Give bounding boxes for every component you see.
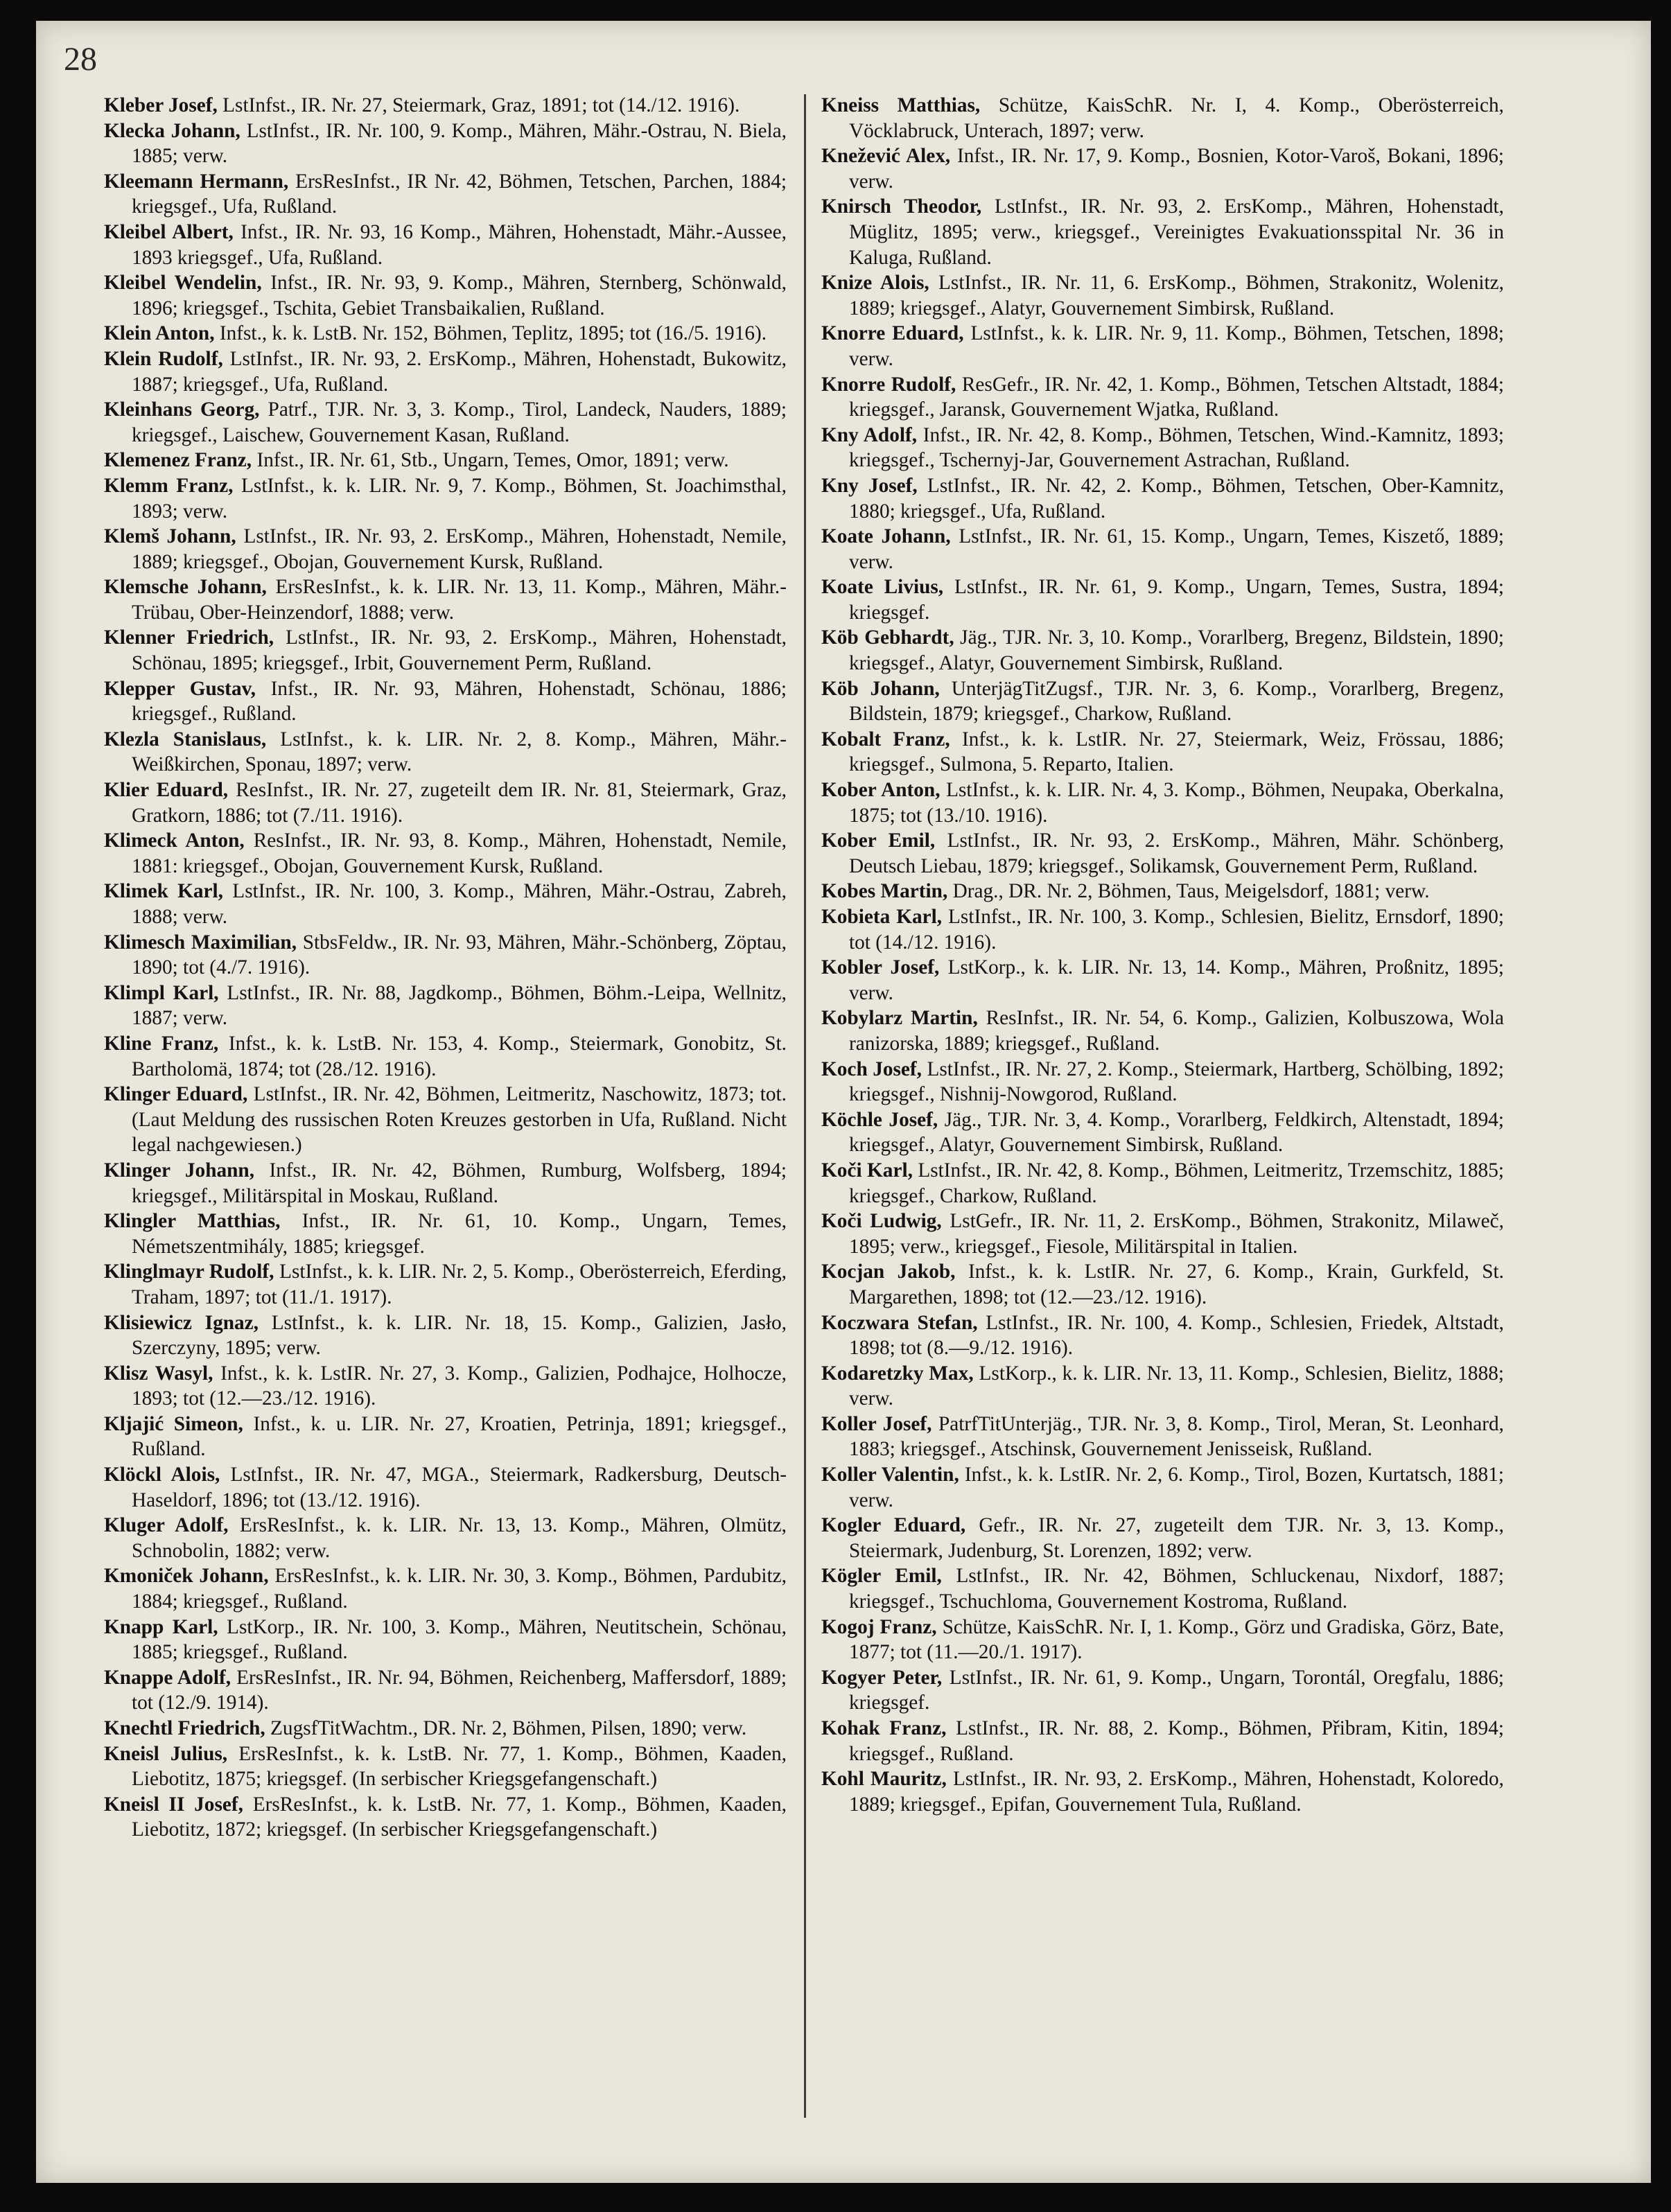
entry-name: Koate Livius, [821,576,944,599]
entry-details: LstInfst., IR. Nr. 100, 3. Komp., Schlesien, Bielitz, Ernsdorf, 1890; tot (14./12. 1916). [849,906,1504,954]
entry-name: Klimek Karl, [104,880,223,903]
list-entry [104,1462,787,1513]
list-entry [821,93,1504,143]
entry-name: Kleber Josef, [104,94,218,116]
entry-details: LstInfst., IR. Nr. 61, 9. Komp., Ungarn, Torontál, Oregfalu, 1886; kriegsgef. [849,1666,1504,1714]
list-entry [104,1082,787,1158]
entry-details: ErsResInfst., IR Nr. 42, Böhmen, Tetschen, Parchen, 1884; kriegsgef., Ufa, Rußland. [132,170,787,218]
entry-details: LstInfst., IR. Nr. 47, MGA., Steiermark, Radkersburg, Deutsch-Haseldorf, 1896; tot (13./12. 1916). [132,1464,787,1511]
entry-details: LstInfst., IR. Nr. 42, 2. Komp., Böhmen, Tetschen, Ober-Kamnitz, 1880; kriegsgef., Ufa, Rußland. [849,474,1505,523]
entry-name: Kogler Eduard, [821,1514,966,1537]
entry-details: LstInfst., IR. Nr. 42, Böhmen, Leitmeritz, Naschowitz, 1873; tot. (Laut Meldung des russischen Roten Kreuzes gestorben in Ufa, Rußland. Nicht legal nachgewiesen.) [132,1083,787,1157]
entry-details: ResInfst., IR. Nr. 27, zugeteilt dem IR. Nr. 81, Steiermark, Graz, Gratkorn, 1886; tot (7./11. 1916). [132,779,787,827]
entry-name: Kneiss Matthias, [821,94,981,116]
entry-name: Knize Alois, [821,272,929,295]
entry-details: ErsResInfst., k. k. LstB. Nr. 77, 1. Komp., Böhmen, Kaaden, Liebotitz, 1872; kriegsgef. (In serbischer Kriegsgefangenschaft.) [132,1793,787,1841]
entry-details: LstInfst., IR. Nr. 88, 2. Komp., Böhmen, Přibram, Kitin, 1894; kriegsgef., Rußland. [849,1717,1504,1765]
list-entry [821,1716,1504,1766]
entry-details: LstInfst., k. k. LIR. Nr. 2, 5. Komp., Oberösterreich, Eferding, Traham, 1897; tot (11./1. 1917). [132,1261,787,1308]
entry-name: Köb Gebhardt, [821,626,954,649]
entry-name: Klisiewicz Ignaz, [104,1311,259,1334]
list-entry [821,372,1504,423]
entry-name: Koller Josef, [821,1412,932,1435]
entry-details: LstInfst., IR. Nr. 88, Jagdkomp., Böhmen, Böhm.-Leipa, Wellnitz, 1887; verw. [132,981,787,1030]
entry-details: Infst., k. k. LstB. Nr. 153, 4. Komp., Steiermark, Gonobitz, St. Bartholomä, 1874; tot (28./12. 1916). [132,1032,787,1080]
entry-details: Infst., IR. Nr. 93, 16 Komp., Mähren, Hohenstadt, Mähr.-Aussee, 1893 kriegsgef., Ufa, Rußland. [132,220,787,269]
entry-name: Kline Franz, [104,1032,219,1055]
entry-details: Infst., IR. Nr. 61, 10. Komp., Ungarn, Temes, Németszentmihály, 1885; kriegsgef. [132,1210,787,1258]
list-entry [104,220,787,270]
entry-details: LstInfst., IR. Nr. 61, 15. Komp., Ungarn, Temes, Kiszető, 1889; verw. [849,525,1504,573]
entry-name: Klezla Stanislaus, [104,728,267,750]
entry-name: Kleibel Albert, [104,220,234,243]
entry-name: Kljajić Simeon, [104,1412,243,1435]
list-entry [104,625,787,676]
list-entry [821,321,1504,371]
entry-details: LstInfst., IR. Nr. 93, 2. ErsKomp., Mähren, Hohenstadt, Bukowitz, 1887; kriegsgef., Ufa, Rußland. [132,347,787,396]
entry-details: LstInfst., IR. Nr. 100, 4. Komp., Schlesien, Friedek, Altstadt, 1898; tot (8.—9./12. 1916). [849,1311,1505,1360]
list-entry [821,1158,1504,1209]
list-entry [104,879,787,929]
list-entry [821,879,1504,904]
entry-details: Infst., IR. Nr. 61, Stb., Ungarn, Temes, Omor, 1891; verw. [256,449,729,472]
list-entry [104,524,787,574]
entry-name: Köchle Josef, [821,1108,938,1131]
entry-name: Kny Adolf, [821,423,918,446]
entry-details: ResInfst., IR. Nr. 93, 8. Komp., Mähren, Hohenstadt, Nemile, 1881: kriegsgef., Obojan, Gouvernement Kursk, Rußland. [132,830,787,877]
entry-name: Knechtl Friedrich, [104,1717,265,1739]
list-entry [821,1513,1504,1563]
entry-details: Infst., IR. Nr. 42, Böhmen, Rumburg, Wolfsberg, 1894; kriegsgef., Militärspital in Moskau, Rußland. [132,1159,787,1207]
entry-details: Jäg., TJR. Nr. 3, 4. Komp., Vorarlberg, Feldkirch, Altenstadt, 1894; kriegsgef., Alatyr, Gouvernement Simbirsk, Rußland. [849,1108,1505,1157]
entry-details: Infst., k. k. LstIR. Nr. 2, 6. Komp., Tirol, Bozen, Kurtatsch, 1881; verw. [849,1464,1504,1511]
entry-name: Klemsche Johann, [104,576,267,599]
entry-name: Kneisl II Josef, [104,1793,243,1816]
entry-name: Kober Emil, [821,830,936,852]
entry-details: ErsResInfst., k. k. LIR. Nr. 13, 11. Komp., Mähren, Mähr.-Trübau, Ober-Heinzendorf, 1888; verw. [132,576,787,624]
entry-details: LstInfst., IR. Nr. 93, 2. ErsKomp., Mähren, Hohenstadt, Schönau, 1895; kriegsgef., Irbit, Gouvernement Perm, Rußland. [132,626,787,675]
entry-details: LstKorp., k. k. LIR. Nr. 13, 14. Komp., Mähren, Proßnitz, 1895; verw. [849,956,1504,1004]
list-entry [821,1107,1504,1158]
entry-details: LstInfst., k. k. LIR. Nr. 2, 8. Komp., Mähren, Mähr.-Weißkirchen, Sponau, 1897; verw. [132,728,787,776]
entry-name: Klisz Wasyl, [104,1362,213,1385]
entry-name: Koate Johann, [821,525,951,548]
list-entry [821,574,1504,625]
entry-name: Knorre Rudolf, [821,373,956,396]
entry-name: Koči Ludwig, [821,1210,942,1233]
entry-name: Klimeck Anton, [104,830,245,852]
entry-details: ResGefr., IR. Nr. 42, 1. Komp., Böhmen, Tetschen Altstadt, 1884; kriegsgef., Jaransk, Gouvernement Wjatka, Rußland. [849,373,1504,421]
list-entry [104,1716,787,1741]
list-entry [104,778,787,828]
list-entry [104,1741,787,1792]
list-entry [821,1766,1504,1817]
entry-name: Kobalt Franz, [821,728,950,750]
list-entry [104,448,787,473]
entry-details: LstInfst., k. k. LIR. Nr. 4, 3. Komp., Böhmen, Neupaka, Oberkalna, 1875; tot (13./10. 1916). [849,779,1505,827]
entry-name: Klimesch Maximilian, [104,931,297,954]
entry-details: Drag., DR. Nr. 2, Böhmen, Taus, Meigelsdorf, 1881; verw. [952,880,1430,903]
entry-name: Kogoj Franz, [821,1615,937,1638]
list-entry [821,1563,1504,1614]
list-entry [104,1792,787,1843]
list-entry [821,473,1504,524]
entry-name: Kobler Josef, [821,956,940,979]
list-entry [104,1209,787,1259]
entry-details: LstInfst., IR. Nr. 42, Böhmen, Schluckenau, Nixdorf, 1887; kriegsgef., Tschuchloma, Gouvernement Kostroma, Rußland. [849,1565,1505,1613]
entry-name: Kleibel Wendelin, [104,272,262,295]
entry-name: Kocjan Jakob, [821,1261,956,1283]
list-entry [104,321,787,346]
entry-name: Koči Karl, [821,1159,913,1182]
list-entry [104,981,787,1031]
list-entry [104,1361,787,1412]
entry-details: PatrfTitUnterjäg., TJR. Nr. 3, 8. Komp., Tirol, Meran, St. Leonhard, 1883; kriegsgef., Atschinsk, Gouvernement Jenisseisk, Rußland. [849,1412,1504,1461]
entry-details: LstInfst., IR. Nr. 93, 2. ErsKomp., Mähren, Hohenstadt, Müglitz, 1895; verw., kriegsgef., Vereinigtes Evakuationsspital Nr. 36 in Kaluga, Rußland. [849,195,1505,269]
list-entry [104,93,787,119]
list-entry [821,423,1504,473]
entry-details: ResInfst., IR. Nr. 54, 6. Komp., Galizien, Kolbuszowa, Wola ranizorska, 1889; kriegsgef., Rußland. [849,1007,1504,1055]
list-entry [104,1158,787,1209]
list-entry [821,1462,1504,1513]
entry-details: Infst., IR. Nr. 17, 9. Komp., Bosnien, Kotor-Varoš, Bokani, 1896; verw. [849,145,1504,193]
entry-name: Klepper Gustav, [104,677,256,700]
entry-details: ZugsfTitWachtm., DR. Nr. 2, Böhmen, Pilsen, 1890; verw. [270,1717,747,1739]
list-entry [821,955,1504,1006]
entry-name: Klier Eduard, [104,779,229,802]
entry-name: Kobieta Karl, [821,906,943,928]
entry-details: LstInfst., k. k. LIR. Nr. 9, 7. Komp., Böhmen, St. Joachimsthal, 1893; verw. [132,474,787,523]
entry-details: ErsResInfst., k. k. LIR. Nr. 30, 3. Komp., Böhmen, Pardubitz, 1884; kriegsgef., Rußland. [132,1565,787,1613]
list-entry [821,1209,1504,1259]
entry-name: Kluger Adolf, [104,1514,229,1537]
list-entry [104,1031,787,1082]
list-entry [104,727,787,778]
entry-name: Klecka Johann, [104,119,240,142]
entry-details: LstGefr., IR. Nr. 11, 2. ErsKomp., Böhmen, Strakonitz, Milaweč, 1895; verw., kriegsgef., Fiesole, Militärspital in Italien. [849,1210,1504,1258]
list-entry [821,270,1504,321]
list-entry [821,1615,1504,1665]
list-entry [821,1057,1504,1107]
entry-details: Gefr., IR. Nr. 27, zugeteilt dem TJR. Nr. 3, 13. Komp., Steiermark, Judenburg, St. Lorenzen, 1892; verw. [849,1514,1504,1562]
entry-details: LstInfst., IR. Nr. 61, 9. Komp., Ungarn, Temes, Sustra, 1894; kriegsgef. [849,576,1505,624]
entry-name: Kohak Franz, [821,1717,947,1739]
entry-name: Kogyer Peter, [821,1666,943,1689]
page-number: 28 [64,41,97,78]
list-entry [104,473,787,524]
list-entry [821,904,1504,955]
entry-name: Kohl Mauritz, [821,1768,947,1791]
entry-name: Klöckl Alois, [104,1464,220,1486]
list-entry [821,1310,1504,1361]
entry-name: Kmoniček Johann, [104,1565,269,1588]
entry-name: Knorre Eduard, [821,322,964,345]
entry-details: Infst., k. k. LstIR. Nr. 27, 3. Komp., Galizien, Podhajce, Holhocze, 1893; tot (12.—23./12. 1916). [132,1362,787,1410]
list-entry [821,1665,1504,1716]
entry-name: Kleinhans Georg, [104,398,260,421]
list-entry [104,1665,787,1716]
list-entry [104,574,787,625]
entry-details: LstInfst., IR. Nr. 27, 2. Komp., Steiermark, Hartberg, Schölbing, 1892; kriegsgef., Nishnij-Nowgorod, Rußland. [849,1057,1504,1106]
list-entry [821,676,1504,727]
entry-name: Klinger Johann, [104,1159,255,1182]
list-entry [104,119,787,169]
entry-details: LstInfst., IR. Nr. 100, 9. Komp., Mähren, Mähr.-Ostrau, N. Biela, 1885; verw. [132,119,787,168]
entry-details: LstInfst., k. k. LIR. Nr. 18, 15. Komp., Galizien, Jasło, Szerczyny, 1895; verw. [132,1311,787,1360]
entry-details: LstInfst., IR. Nr. 100, 3. Komp., Mähren, Mähr.-Ostrau, Zabreh, 1888; verw. [132,880,787,928]
entry-name: Kobes Martin, [821,880,948,903]
entry-details: Infst., IR. Nr. 42, 8. Komp., Böhmen, Tetschen, Wind.-Kamnitz, 1893; kriegsgef., Tschernyj-Jar, Gouvernement Astrachan, Rußland. [849,423,1504,472]
right-column [821,93,1504,1817]
entry-details: Infst., k. k. LstB. Nr. 152, Böhmen, Teplitz, 1895; tot (16./5. 1916). [219,322,767,345]
entry-name: Klemš Johann, [104,525,236,548]
entry-details: Jäg., TJR. Nr. 3, 10. Komp., Vorarlberg, Bregenz, Bildstein, 1890; kriegsgef., Alatyr, Gouvernement Simbirsk, Rußland. [849,626,1504,675]
list-entry [104,1412,787,1462]
entry-name: Kögler Emil, [821,1565,942,1588]
list-entry [821,1259,1504,1310]
entry-details: LstInfst., IR. Nr. 42, 8. Komp., Böhmen, Leitmeritz, Trzemschitz, 1885; kriegsgef., Charkow, Rußland. [849,1159,1504,1207]
list-entry [104,930,787,981]
list-entry [821,1006,1504,1056]
entry-details: ErsResInfst., IR. Nr. 94, Böhmen, Reichenberg, Maffersdorf, 1889; tot (12./9. 1914). [132,1666,787,1714]
entry-name: Knappe Adolf, [104,1666,231,1689]
entry-name: Klingler Matthias, [104,1210,281,1233]
entry-name: Klinglmayr Rudolf, [104,1261,274,1283]
entry-details: Infst., k. k. LstIR. Nr. 27, 6. Komp., Krain, Gurkfeld, St. Margarethen, 1898; tot (12.—23./12. 1916). [849,1261,1504,1308]
list-entry [821,625,1504,676]
entry-details: Schütze, KaisSchR. Nr. I, 1. Komp., Görz und Gradiska, Görz, Bate, 1877; tot (11.—20./1. 1917). [849,1615,1504,1664]
entry-name: Klimpl Karl, [104,981,219,1004]
entry-name: Kobylarz Martin, [821,1007,978,1030]
entry-name: Köb Johann, [821,677,940,700]
entry-name: Kleemann Hermann, [104,170,289,193]
entry-details: UnterjägTitZugsf., TJR. Nr. 3, 6. Komp., Vorarlberg, Bregenz, Bildstein, 1879; kriegsgef., Charkow, Rußland. [849,677,1504,726]
entry-name: Klenner Friedrich, [104,626,274,649]
entry-name: Klein Anton, [104,322,215,345]
entry-details: Infst., k. u. LIR. Nr. 27, Kroatien, Petrinja, 1891; kriegsgef., Rußland. [132,1412,787,1461]
list-entry [104,1259,787,1310]
entry-name: Kodaretzky Max, [821,1362,974,1385]
entry-name: Kny Josef, [821,474,918,497]
entry-name: Kneisl Julius, [104,1742,228,1765]
list-entry [104,1563,787,1614]
entry-details: LstInfst., IR. Nr. 93, 2. ErsKomp., Mähren, Hohenstadt, Koloredo, 1889; kriegsgef., Epifan, Gouvernement Tula, Rußland. [849,1768,1504,1816]
entry-name: Klemm Franz, [104,474,234,497]
list-entry [104,1310,787,1361]
list-entry [821,1361,1504,1412]
column-divider [804,94,806,2118]
entry-details: LstInfst., k. k. LIR. Nr. 9, 11. Komp., Böhmen, Tetschen, 1898; verw. [849,322,1505,370]
list-entry [104,1615,787,1665]
list-entry [104,1513,787,1563]
entry-name: Kober Anton, [821,779,941,802]
entry-name: Klein Rudolf, [104,347,223,370]
entry-details: StbsFeldw., IR. Nr. 93, Mähren, Mähr.-Schönberg, Zöptau, 1890; tot (4./7. 1916). [132,931,787,979]
entry-details: ErsResInfst., k. k. LIR. Nr. 13, 13. Komp., Mähren, Olmütz, Schnobolin, 1882; verw. [132,1514,787,1562]
left-column [104,93,787,1843]
entry-name: Koczwara Stefan, [821,1311,978,1334]
entry-details: LstInfst., IR. Nr. 93, 2. ErsKomp., Mähren, Hohenstadt, Nemile, 1889; kriegsgef., Obojan, Gouvernement Kursk, Rußland. [132,525,787,573]
entry-details: LstKorp., k. k. LIR. Nr. 13, 11. Komp., Schlesien, Bielitz, 1888; verw. [849,1362,1505,1410]
entry-details: Infst., IR. Nr. 93, 9. Komp., Mähren, Sternberg, Schönwald, 1896; kriegsgef., Tschita, Gebiet Transbaikalien, Rußland. [132,272,787,319]
list-entry [104,397,787,448]
list-entry [104,346,787,397]
list-entry [821,727,1504,778]
list-entry [104,676,787,727]
list-entry [821,1412,1504,1462]
entry-details: Infst., IR. Nr. 93, Mähren, Hohenstadt, Schönau, 1886; kriegsgef., Rußland. [132,677,787,726]
list-entry [104,169,787,220]
entry-details: LstInfst., IR. Nr. 27, Steiermark, Graz, 1891; tot (14./12. 1916). [222,94,740,116]
list-entry [821,143,1504,194]
entry-details: Schütze, KaisSchR. Nr. I, 4. Komp., Oberösterreich, Vöcklabruck, Unterach, 1897; verw. [849,94,1504,142]
entry-details: LstInfst., IR. Nr. 11, 6. ErsKomp., Böhmen, Strakonitz, Wolenitz, 1889; kriegsgef., Alatyr, Gouvernement Simbirsk, Rußland. [849,272,1504,319]
list-entry [821,778,1504,828]
entry-name: Knirsch Theodor, [821,195,982,218]
entry-name: Klemenez Franz, [104,449,252,472]
entry-details: Infst., k. k. LstIR. Nr. 27, Steiermark, Weiz, Frössau, 1886; kriegsgef., Sulmona, 5. Reparto, Italien. [849,728,1504,776]
list-entry [104,270,787,321]
list-entry [104,828,787,879]
entry-name: Knapp Karl, [104,1615,218,1638]
entry-details: ErsResInfst., k. k. LstB. Nr. 77, 1. Komp., Böhmen, Kaaden, Liebotitz, 1875; kriegsgef. (In serbischer Kriegsgefangenschaft.) [132,1742,787,1791]
entry-details: LstInfst., IR. Nr. 93, 2. ErsKomp., Mähren, Mähr. Schönberg, Deutsch Liebau, 1879; kriegsgef., Solikamsk, Gouvernement Perm, Rußland. [849,830,1504,877]
list-entry [821,524,1504,574]
list-entry [821,828,1504,879]
entry-details: Patrf., TJR. Nr. 3, 3. Komp., Tirol, Landeck, Nauders, 1889; kriegsgef., Laischew, Gouvernement Kasan, Rußland. [132,398,787,446]
entry-name: Klinger Eduard, [104,1083,248,1106]
entry-name: Koch Josef, [821,1057,922,1080]
list-entry [821,194,1504,270]
entry-name: Koller Valentin, [821,1464,959,1486]
entry-name: Knežević Alex, [821,145,951,168]
entry-details: LstKorp., IR. Nr. 100, 3. Komp., Mähren, Neutitschein, Schönau, 1885; kriegsgef., Rußland. [132,1615,787,1664]
